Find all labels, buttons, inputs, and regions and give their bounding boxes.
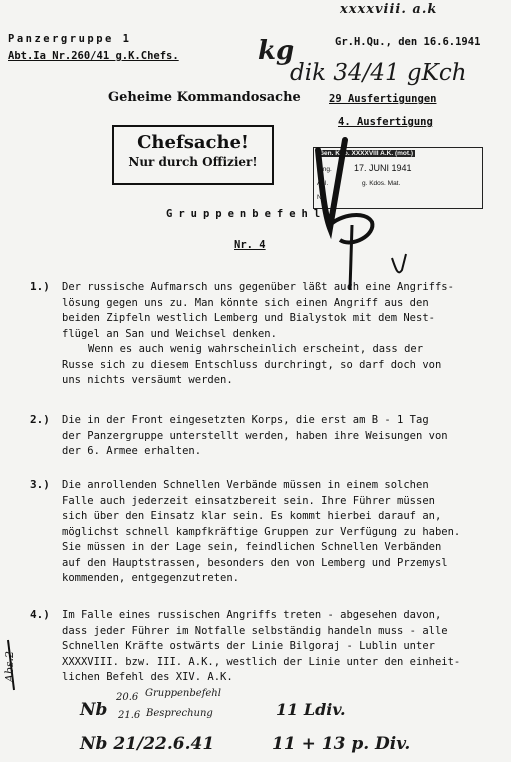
paragraph-3-line: Sie müssen in der Lage sein, feindlichen Schnellen Verbänden	[62, 541, 442, 553]
copy-number: 4. Ausfertigung	[338, 116, 433, 128]
order-title: Gruppenbefehl	[166, 208, 327, 220]
handwritten-note-a: Gruppenbefehl	[145, 688, 221, 699]
paragraph-4-line: XXXXVIII. bzw. III. A.K., westlich der Linie unter den einheit-	[62, 655, 461, 668]
received-nr-label: Nr.	[317, 194, 326, 201]
paragraph-2	[30, 413, 500, 460]
received-eing-label: Eing.	[317, 166, 332, 173]
paragraph-3-line: möglichst schnell kampfkräftige Gruppen zur Verfügung zu haben.	[62, 525, 461, 538]
paragraph-3-line: auf den Hauptstrassen, besonders den von Lemberg und Przemysl	[62, 556, 448, 569]
received-geh-label: g. Kdos. Mat.	[362, 180, 401, 187]
place-date: Gr.H.Qu., den 16.6.1941	[335, 36, 481, 48]
handwritten-note-b: Besprechung	[146, 708, 213, 719]
paragraph-1-number: 1.)	[30, 280, 50, 293]
paragraph-4-line: Schnellen Kräfte ostwärts der Linie Bilgoraj - Lublin unter	[62, 640, 435, 652]
paragraph-3-line: Falle auch jederzeit einsatzbereit sein. Ihre Führer müssen	[62, 494, 435, 507]
paragraph-2-line: der 6. Armee erhalten.	[62, 445, 202, 457]
order-number: Nr. 4	[234, 239, 266, 251]
handwritten-date-a: 20.6	[116, 692, 139, 703]
paragraph-3-line: kommenden, entgegenzutreten.	[62, 572, 240, 584]
paragraph-2-line: Die in der Front eingesetzten Korps, die erst am B - 1 Tag	[62, 414, 429, 426]
handwritten-kg: kg	[258, 36, 295, 66]
handwritten-right-1: 11 Ldiv.	[276, 700, 346, 719]
received-date: 17. JUNI 1941	[354, 163, 412, 173]
paragraph-1-line: flügel an San und Weichsel denken.	[62, 327, 277, 340]
reference-number: Abt.Ia Nr.260/41 g.K.Chefs.	[8, 50, 179, 62]
paragraph-4-line: lichen Befehl des XIV. A.K.	[62, 671, 233, 683]
paragraph-2-line: der Panzergruppe unterstellt werden, haben ihre Weisungen von	[62, 429, 448, 442]
unit-name: Panzergruppe 1	[8, 33, 132, 45]
paragraph-1	[30, 280, 500, 389]
handwritten-right-2: 11 + 13 p. Div.	[272, 734, 411, 754]
copies-total: 29 Ausfertigungen	[329, 93, 437, 105]
paragraph-1-line: Russe sich zu diesem Entschluss durchringt, so darf doch von	[62, 358, 442, 371]
paragraph-3-number: 3.)	[30, 478, 50, 491]
paragraph-3-line: Die anrollenden Schnellen Verbände müssen in einem solchen	[62, 479, 429, 491]
paragraph-4-line: Im Falle eines russischen Angriffs treten - abgesehen davon,	[62, 609, 442, 621]
margin-note: Abs.2	[3, 650, 17, 683]
handwritten-top-note: dik 34/41 gKch	[290, 60, 467, 86]
received-anl-label: Anl.	[317, 180, 329, 187]
paragraph-3	[30, 478, 500, 587]
stamp-line-1: Chefsache!	[137, 132, 249, 153]
paragraph-1-line: beiden Zipfeln westlich Lemberg und Bialystok mit dem Nest-	[62, 312, 435, 324]
handwritten-nb-1: Nb	[80, 700, 108, 720]
classification-title: Geheime Kommandosache	[108, 90, 301, 105]
chefsache-stamp	[112, 125, 274, 185]
handwritten-nb-2: Nb 21/22.6.41	[80, 734, 215, 754]
paragraph-1-line: uns nichts versäumt werden.	[62, 374, 233, 386]
paragraph-2-number: 2.)	[30, 413, 50, 426]
paragraph-4-number: 4.)	[30, 608, 50, 621]
paragraph-1-line: Der russische Aufmarsch uns gegenüber läßt auch eine Angriffs-	[62, 281, 454, 293]
paragraph-4	[30, 608, 500, 686]
paragraph-3-line: sich über den Einsatz klar sein. Es kommt hierbei darauf an,	[62, 510, 442, 522]
paragraph-4-line: dass jeder Führer im Notfalle selbständig handeln muss - alle	[62, 624, 448, 637]
paragraph-1-line: lösung gegen uns zu. Man könnte sich einen Angriff aus den	[62, 296, 429, 309]
paragraph-1-line: Wenn es auch wenig wahrscheinlich erscheint, dass der	[88, 343, 424, 355]
handwritten-date-b: 21.6	[118, 710, 141, 721]
stamp-line-2: Nur durch Offizier!	[128, 155, 258, 169]
top-handwritten-mark: xxxxviii. a.k	[340, 2, 438, 17]
received-heading: Gen. Kdo. XXXXVIII A.K. (mot.)	[319, 150, 414, 157]
received-stamp	[313, 147, 483, 209]
